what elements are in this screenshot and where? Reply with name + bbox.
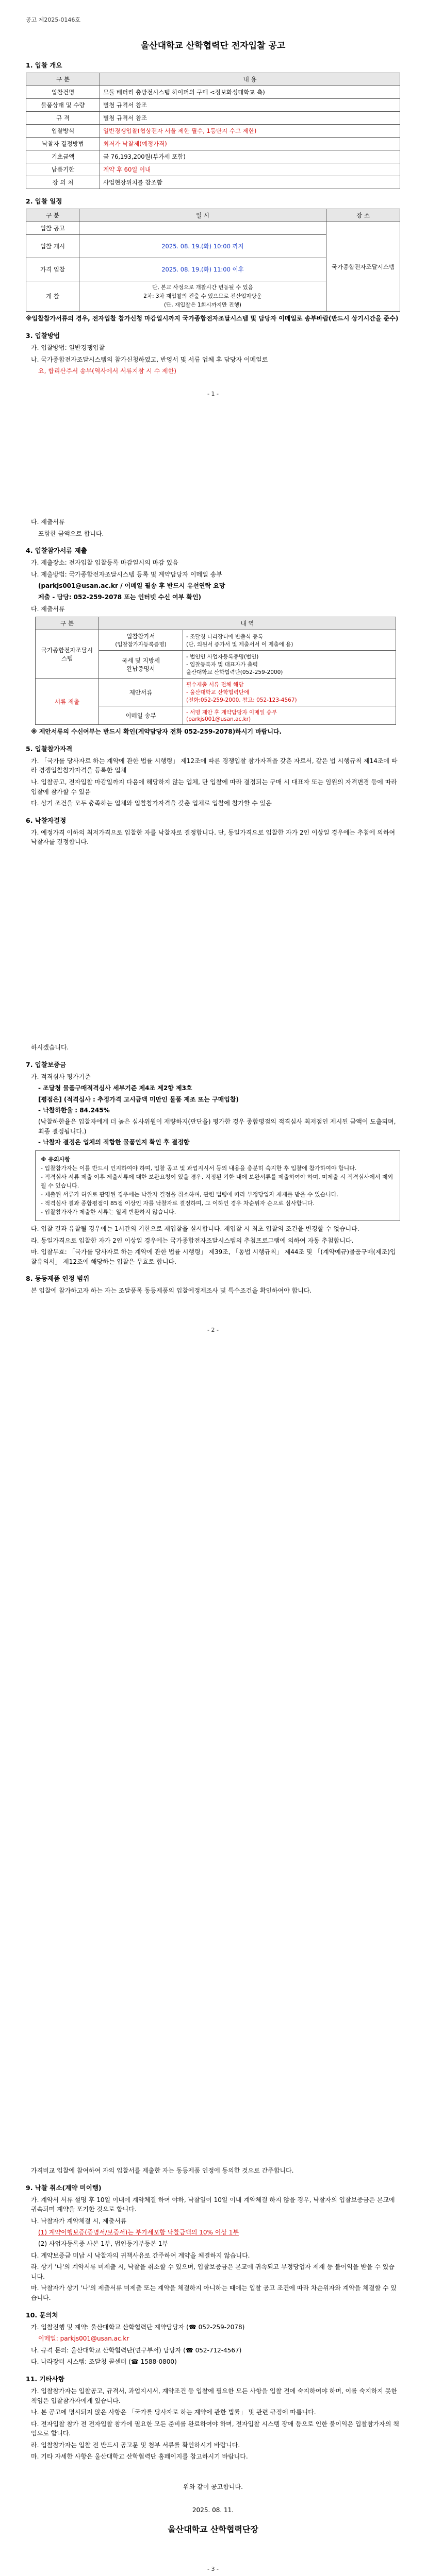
text-line: 라. 동일가격으로 입찰한 자가 2인 이상일 경우에는 국가종합전자조달시스템의 추첨프로그램에 의하여 자동 추첨합니다. <box>31 1236 354 1244</box>
section-7-heading: 7. 입찰보증금 <box>26 1060 67 1069</box>
notice-date: 2025. 08. 11. <box>192 2506 234 2514</box>
row-value: 일반경쟁입찰(협상전자 서울 제한 필수, 1등단지 수그 제한) <box>100 125 400 138</box>
doc-detail: (전화:052-259-2000, 참고: 052-123-4567) <box>186 697 297 704</box>
text-line: 하시겠습니다. <box>31 1044 69 1051</box>
col-label-header: 구 분 <box>26 209 79 222</box>
row-value: 계약 후 60일 이내 <box>100 163 400 176</box>
row-value: 금 76,193,200원(부가세 포함) <box>100 150 400 163</box>
text-line: 나. 규격 문의: 울산대학교 산학협력단(연구부서) 담당자 (☎ 052-712-4567) <box>31 2346 242 2354</box>
text-line: 다. 전자입찰 참가 전 전자입찰 참가에 필요한 모든 준비를 완료하여야 하며, 전자입찰 시스템 장애 등으로 인한 불이익은 입찰참가자의 책임으로 합니다. <box>31 2420 399 2437</box>
text-line: 나. 제출방법: 국가종합전자조달시스템 등록 및 계약담당자 이메일 송부 <box>31 570 222 578</box>
doc-detail: (단, 의원서 증가서 및 제출서서 이 제출에 용) <box>186 641 293 648</box>
row-value: 단, 본교 사정으로 개찰시간 변동될 수 있음 <box>152 284 253 291</box>
notice-box-line: - 입찰참가자가 제출한 서류는 일체 반환하지 않습니다. <box>41 1209 176 1216</box>
group-label: 서류 제출 <box>36 679 99 725</box>
text-line: - 낙찰자 결정은 업체의 적합한 물품인지 확인 후 결정함 <box>38 1139 190 1146</box>
row-value: 2025. 08. 19.(화) 10:00 까지 <box>79 235 326 258</box>
text-line: (parkjs001@usan.ac.kr / 이메일 필송 후 반드시 유선연락 요망 <box>38 582 225 590</box>
page-number: - 2 - <box>207 1327 219 1334</box>
row-label: 입찰 개시 <box>26 235 79 258</box>
row-label: 가격 입찰 <box>26 258 79 281</box>
schedule-table <box>26 209 400 312</box>
text-line: 본 입찰에 참가하고자 하는 자는 조달품목 동등제품의 입찰예정제조사 및 특수조건을 확인하여야 합니다. <box>31 1287 312 1295</box>
text-line: (2) 사업자등록증 사본 1부, 법인등기부등본 1부 <box>38 2240 169 2247</box>
row-value: 모듈 배터리 충방전시스템 하이퍼의 구매 <정보화성대학교 측) <box>100 86 400 99</box>
documents-table <box>35 617 396 725</box>
doc-detail: - 조달청 나라장터에 반출식 등록 <box>186 633 263 640</box>
doc-detail: - 법인인 사업자등록증명(법인) <box>186 654 259 660</box>
notice-box <box>35 1150 400 1221</box>
text-line: 다. 제출서류 <box>31 605 65 613</box>
row-label: 납품기한 <box>26 163 100 176</box>
text-line: 나. 입찰공고, 전자입찰 마감일까지 다음에 해당하지 않는 업체, 단 입찰에 따라 결정되는 구매 시 대표자 또는 임원의 자격변경 등에 따라 입찰에 참가할 수 있음 <box>31 778 397 795</box>
page-2 <box>26 1041 400 1333</box>
notice-number: 공고 제2025-0146호 <box>26 16 80 23</box>
row-value: 사업현장위치를 참조함 <box>100 176 400 189</box>
row-note: 2차: 3차 재입찰의 진출 수 있으므로 전산업자방운 <box>143 293 262 299</box>
col-header: 내 역 <box>99 617 396 630</box>
text-line: 가. 제출장소: 전자입찰 입찰등록 마감일시의 마감 있음 <box>31 559 178 567</box>
doc-detail: - 서명 제안 후 계약담당자 이메일 송부 <box>186 709 277 716</box>
text-line: 다. 나라장터 시스템: 조달청 콜센터 (☎ 1588-0800) <box>31 2358 177 2366</box>
row-label: 규 격 <box>26 112 100 125</box>
col-place-header: 장 소 <box>326 209 400 222</box>
text-line: 마. 낙찰자가 상기 '나'의 제출서류 미제출 또는 계약을 체결하지 아니하는 때에는 입찰 공고 조건에 따라 차순위자와 계약을 체결할 수 있습니다. <box>31 2284 397 2301</box>
section-6-heading: 6. 낙찰자결정 <box>26 816 67 824</box>
doc-detail: 울산대학교 산학협력단(052-259-2000) <box>186 669 283 676</box>
notice-box-line: - 적격심사 서류 제출 이후 제출서류에 대한 보완요청이 있을 경우, 지정된 기한 내에 보완서류를 제출하여야 하며, 미제출 시 적격심사에서 제외될 수 있습니다. <box>41 1173 394 1189</box>
text-line: 가. 입찰방법: 일반경쟁입찰 <box>31 344 105 351</box>
row-label: 개 찰 <box>26 281 79 312</box>
doc-detail: - 울산대학교 산학협력단에 <box>186 689 250 696</box>
row-label: 물품상태 및 수량 <box>26 99 100 112</box>
schedule-note: ※입찰참가서류의 경우, 전자입찰 참가신청 마감일시까지 국가종합전자조달시스템 및 담당자 이메일로 송부바람(반드시 상기시간을 준수) <box>26 315 399 323</box>
section-10-heading: 10. 문의처 <box>26 2311 58 2319</box>
doc-label: 제안서류 <box>99 679 183 706</box>
section-4-heading: 4. 입찰참가서류 제출 <box>26 547 87 555</box>
page-number: - 1 - <box>207 390 219 397</box>
col-content-header: 내 용 <box>100 73 400 86</box>
text-line: 다. 제출서류 <box>31 518 65 526</box>
text-line: (낙찰하한율은 입찰자에게 더 높은 심사위원이 재량하지(판단을) 평가한 경우 종합평점의 적격심사 최저점인 제시된 금액이 도출되며, 최종 결정됩니다.) <box>38 1117 396 1135</box>
text-line: 가. 입찰진행 및 계약: 울산대학교 산학협력단 계약담당자 (☎ 052-259-2078) <box>31 2323 245 2331</box>
doc-detail: 필수제출 서류 전체 해당 <box>186 682 244 688</box>
section-9-heading: 9. 낙찰 취소(계약 미이행) <box>26 2183 102 2192</box>
page-title: 울산대학교 산학협력단 전자입찰 공고 <box>140 41 286 51</box>
row-value: 별첨 규격서 참조 <box>100 99 400 112</box>
page-3 <box>26 2164 400 2572</box>
doc-detail: (parkjs001@usan.ac.kr) <box>186 716 251 723</box>
doc-sublabel: (입찰참가자등록증명) <box>115 641 167 648</box>
section-8-heading: 8. 동등제품 인정 범위 <box>26 1275 90 1283</box>
text-line: (1) 계약이행보증(증명서/보증서)는 부가세포함 낙찰금액의 10% 이상 1부 <box>38 2229 239 2236</box>
notice-box-line: - 입찰참가자는 이를 반드시 인지하여야 하며, 입찰 공고 및 과업지시서 등의 내용을 충분히 숙지한 후 입찰에 참가하여야 합니다. <box>41 1164 357 1172</box>
overview-table <box>26 73 400 189</box>
row-value <box>79 222 326 235</box>
doc-sublabel: 완납증명서 <box>126 665 155 672</box>
text-line: 가격비교 입찰에 참여하여 자의 입찰서를 제출한 자는 동등제품 인정에 동의한 것으로 간주합니다. <box>31 2167 294 2174</box>
notice-box-title: ※ 유의사항 <box>41 1156 71 1163</box>
doc-label: 국세 및 지방세 <box>122 656 160 664</box>
row-value: 2025. 08. 19.(화) 11:00 이후 <box>79 258 326 281</box>
row-label: 기초금액 <box>26 150 100 163</box>
text-line: 다. 계약보증금 미납 시 낙찰자의 귀책사유로 간주하여 계약을 체결하지 않습니다. <box>31 2251 250 2259</box>
text-line: - 낙찰하한율 : 84.245% <box>38 1107 110 1114</box>
row-label: 낙찰자 결정방법 <box>26 138 100 150</box>
row-label: 장 의 처 <box>26 176 100 189</box>
issuer-name: 울산대학교 산학협력단장 <box>168 2524 258 2535</box>
page-number: - 3 - <box>207 2566 219 2573</box>
text-line: 가. 계약서 서류 설명 후 10일 이내에 계약체결 하여 야하, 낙찰일이 10일 이내 계약체결 하지 않을 경우, 낙찰자의 입찰보증금은 본교에 귀속되며 계약을 포기한 것으로 합니다. <box>31 2196 395 2213</box>
section-5-heading: 5. 입찰참가자격 <box>26 744 73 753</box>
text-line: 다. 입찰 결과 유찰될 경우에는 1시간의 기한으로 재입찰을 실시합니다. 재입찰 시 최초 입찰의 조건을 변경할 수 없습니다. <box>31 1225 359 1233</box>
text-line: 마. 입찰무효: 「국가를 당사자로 하는 계약에 관한 법률 시행령」 제39조, 「동법 시행규칙」 제44조 및 「(계약예규)물품구매(제조)입찰유의서」 제12조에 해당하는 입찰은 무효로 합니다. <box>31 1248 396 1265</box>
col-label-header: 구 분 <box>26 73 100 86</box>
text-line: 나. 국가종합전자조달시스템의 참가신청하였고, 반영서 및 서류 업체 후 담당자 이메일로 <box>31 355 268 363</box>
section-1-heading: 1. 입찰 개요 <box>26 61 62 69</box>
text-line: 가. 예정가격 이하의 최저가격으로 입찰한 자를 낙찰자로 결정합니다. 단, 동일가격으로 입찰한 자가 2인 이상일 경우에는 추첨에 의하여 낙찰자를 결정합니다. <box>31 828 396 846</box>
doc-label: 이메일 송부 <box>99 706 183 725</box>
place-value: 국가종합전자조달시스템 <box>326 222 400 312</box>
row-value: 별첨 규격서 참조 <box>100 112 400 125</box>
doc-label: 입찰참가서 <box>126 633 155 640</box>
text-line: 나. 본 공고에 명시되지 않은 사항은 「국가를 당사자로 하는 계약에 관한 법률」 및 관련 규정에 따릅니다. <box>31 2409 316 2416</box>
row-label: 입찰 공고 <box>26 222 79 235</box>
section-3-heading: 3. 입찰방법 <box>26 331 60 340</box>
page-1 <box>26 15 400 397</box>
text-line: 마. 기타 자세한 사항은 울산대학교 산학협력단 홈페이지를 참고하시기 바랍니다. <box>31 2453 248 2461</box>
section-2-heading: 2. 입찰 일정 <box>26 197 62 205</box>
text-line: 요, 합리산주서 송부(역사에서 서류지참 시 수 제한) <box>38 367 176 375</box>
notice-box-line: - 제출된 서류가 허위로 판명된 경우에는 낙찰자 결정을 취소하며, 관련 법령에 따라 부정당업자 제재를 받을 수 있습니다. <box>41 1191 338 1198</box>
page-1b <box>26 515 400 849</box>
text-line: [평점은] (적격심사 : 추정가격 고시금액 미만인 물품 제조 또는 구매입찰) <box>38 1095 239 1103</box>
row-note: (단, 재입찰은 1회시까지만 진행) <box>164 301 241 308</box>
col-header: 구 분 <box>36 617 99 630</box>
text-line: 제출 - 담당: 052-259-2078 또는 인터넷 수신 여부 확인) <box>38 593 202 601</box>
text-line: 다. 상기 조건을 모두 충족하는 업체와 입찰참가자격을 갖춘 업체로 입찰에 참가할 수 있음 <box>31 800 272 807</box>
text-line: 가. 입찰참가자는 입찰공고, 규격서, 과업지시서, 계약조건 등 입찰에 필요한 모든 사항을 입찰 전에 숙지하여야 하며, 이를 숙지하지 못한 책임은 입찰참가자에게 있습니다. <box>31 2387 397 2404</box>
group-label: 국가종합전자조달시스템 <box>36 630 99 679</box>
text-line: 라. 입찰참가자는 입찰 전 반드시 공고문 및 첨부 서류를 확인하시기 바랍니다. <box>31 2441 240 2449</box>
closing-statement: 위와 같이 공고합니다. <box>183 2483 243 2491</box>
text-line: 가. 「국가를 당사자로 하는 계약에 관한 법률 시행령」 제12조에 따른 경쟁입찰 참가자격을 갖춘 자로서, 같은 법 시행규칙 제14조에 따라 경쟁입찰참가자격을 등록한 업체 <box>31 757 398 774</box>
row-label: 입찰방식 <box>26 125 100 138</box>
notice-box-line: - 적격심사 결과 종합평점이 85점 이상인 자를 낙찰자로 결정하며, 그 이하인 경우 차순위자 순으로 심사합니다. <box>41 1199 315 1207</box>
row-value: 최저가 낙찰제(예정가격) <box>100 138 400 150</box>
text-line: 라. 상기 '나'의 계약서류 미제출 시, 낙찰을 취소할 수 있으며, 입찰보증금은 본교에 귀속되고 부정당업자 제재 등 불이익을 받을 수 있습니다. <box>31 2263 395 2280</box>
text-line: 가. 적격심사 평가기준 <box>31 1073 91 1080</box>
row-label: 입찰건명 <box>26 86 100 99</box>
text-line: - 조달청 물품구매적격심사 세부기준 제4조 제2항 제3호 <box>38 1084 192 1092</box>
text-line: 포함한 금액으로 합니다. <box>38 530 104 537</box>
text-line: 이메일: parkjs001@usan.ac.kr <box>38 2335 129 2343</box>
doc-detail: - 입찰등록자 및 대표자가 출력 <box>186 662 258 668</box>
documents-warning: ※ 제안서류의 수신여부는 반드시 확인(계약담당자 전화 052-259-2078)하시기 바랍니다. <box>31 728 282 736</box>
col-time-header: 일 시 <box>79 209 326 222</box>
section-11-heading: 11. 기타사항 <box>26 2375 64 2383</box>
text-line: 나. 낙찰자가 계약체결 시, 제출서류 <box>31 2217 127 2225</box>
